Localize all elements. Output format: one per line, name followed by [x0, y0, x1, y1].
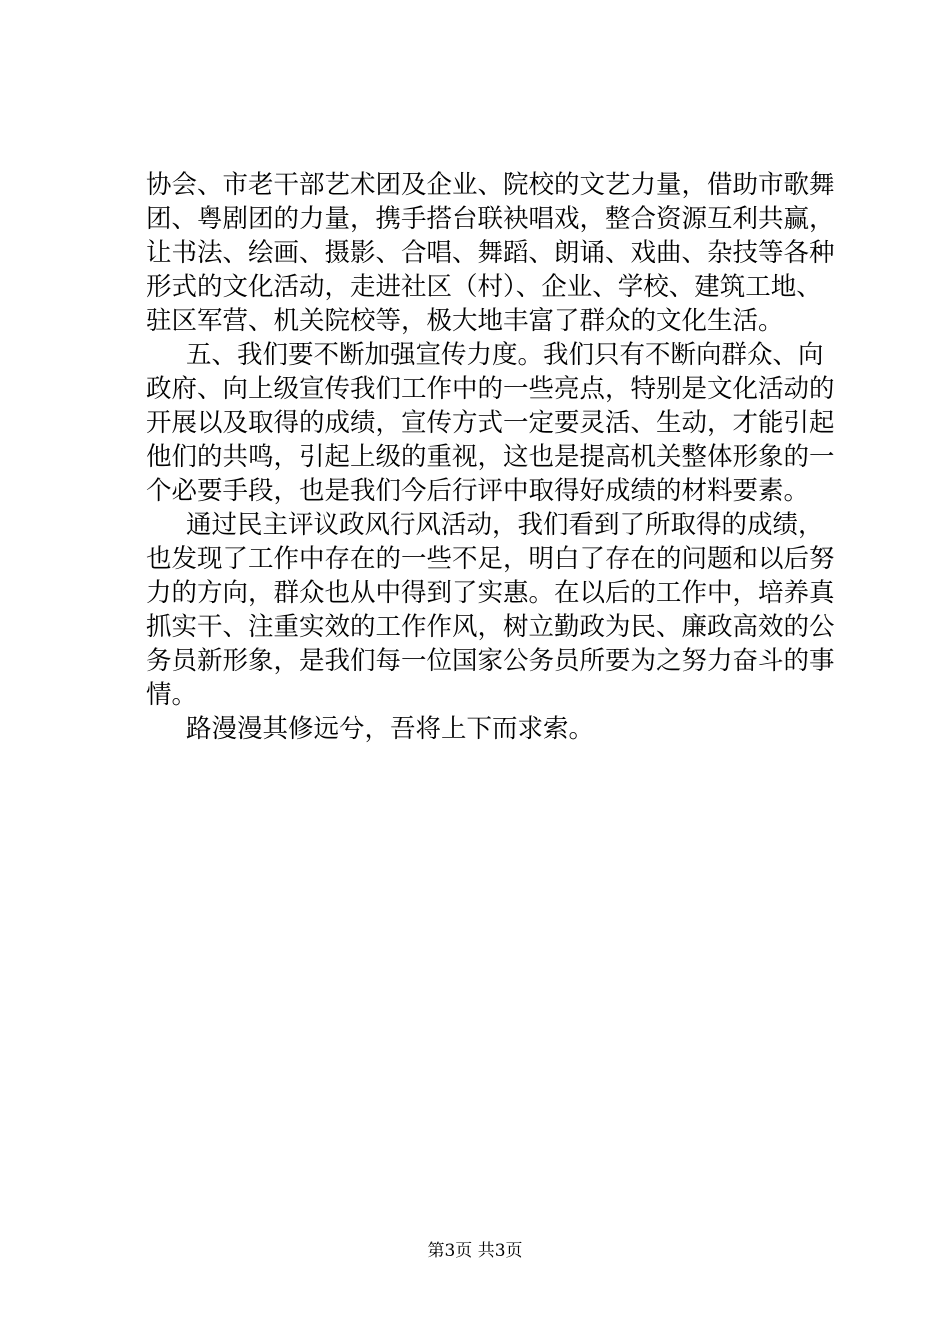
- text-line: 让书法、绘画、摄影、合唱、舞蹈、朗诵、戏曲、杂技等各种: [146, 238, 835, 268]
- text-line: 个必要手段，也是我们今后行评中取得好成绩的材料要素。: [146, 476, 810, 506]
- text-line: 形式的文化活动，走进社区（村）、企业、学校、建筑工地、: [146, 272, 822, 302]
- paragraph-point-five: [146, 338, 835, 508]
- text-line: 协会、市老干部艺术团及企业、院校的文艺力量，借助市歌舞: [146, 170, 835, 200]
- text-line: 务员新形象，是我们每一位国家公务员所要为之努力奋斗的事: [146, 646, 835, 676]
- text-line: 路漫漫其修远兮，吾将上下而求索。: [186, 714, 595, 744]
- paragraph-summary: [146, 508, 835, 712]
- text-line: 抓实干、注重实效的工作作风，树立勤政为民、廉政高效的公: [146, 612, 835, 642]
- text-line: 情。: [146, 680, 198, 710]
- text-line: 政府、向上级宣传我们工作中的一些亮点，特别是文化活动的: [146, 374, 835, 404]
- text-line: 他们的共鸣，引起上级的重视，这也是提高机关整体形象的一: [146, 442, 835, 472]
- paragraph-continued: [146, 168, 835, 338]
- page-number-indicator: 第3页 共3页: [427, 1241, 523, 1261]
- page-footer: [0, 1240, 950, 1262]
- text-line: 五、我们要不断加强宣传力度。我们只有不断向群众、向: [186, 340, 824, 370]
- text-line: 团、粤剧团的力量，携手搭台联袂唱戏，整合资源互利共赢，: [146, 204, 835, 234]
- paragraph-closing: [146, 712, 810, 746]
- text-line: 通过民主评议政风行风活动，我们看到了所取得的成绩，: [186, 510, 824, 540]
- text-line: 开展以及取得的成绩，宣传方式一定要灵活、生动，才能引起: [146, 408, 835, 438]
- text-line: 力的方向，群众也从中得到了实惠。在以后的工作中，培养真: [146, 578, 835, 608]
- text-line: 驻区军营、机关院校等，极大地丰富了群众的文化生活。: [146, 306, 784, 336]
- document-body: [146, 168, 835, 746]
- text-line: 也发现了工作中存在的一些不足，明白了存在的问题和以后努: [146, 544, 835, 574]
